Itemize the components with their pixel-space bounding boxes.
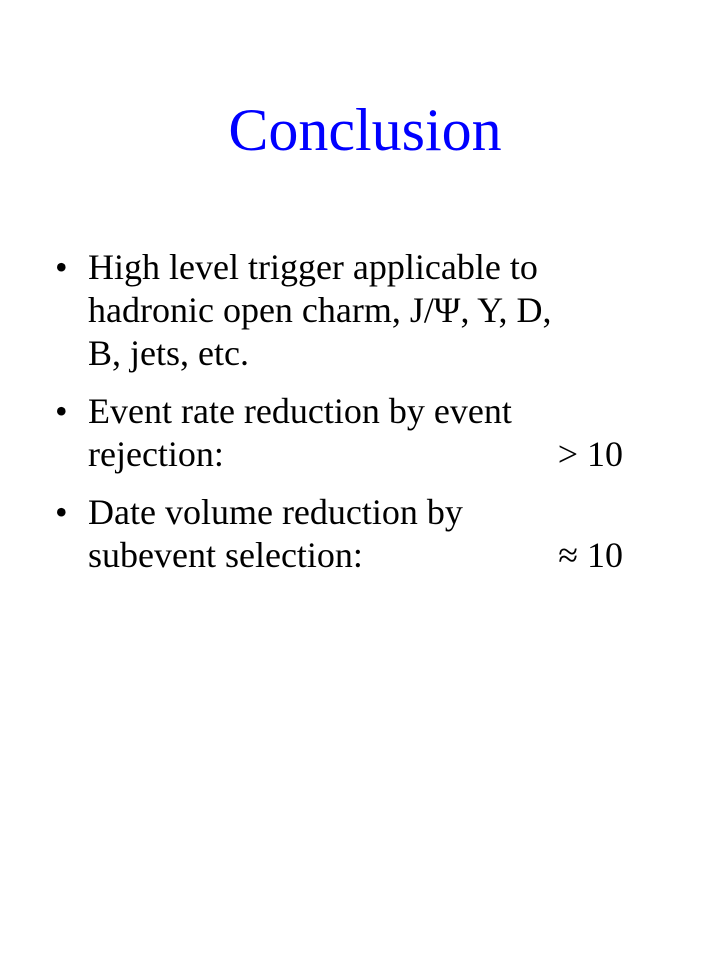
bullet-text-line (88, 433, 655, 476)
bullet-text-line: B, jets, etc. (88, 333, 249, 373)
bullet-item (55, 491, 655, 577)
bullet-marker: • (55, 492, 68, 532)
bullet-value: > 10 (557, 434, 623, 474)
bullet-marker: • (55, 391, 68, 431)
bullet-item (55, 246, 655, 375)
bullet-text-line (88, 534, 655, 577)
bullet-item (55, 390, 655, 476)
bullet-marker: • (55, 247, 68, 287)
bullet-text-line: Event rate reduction by event (88, 391, 512, 431)
bullet-text-line: Date volume reduction by (88, 492, 463, 532)
bullet-label: rejection: (88, 434, 224, 474)
bullet-list (55, 246, 655, 592)
bullet-text-line: High level trigger applicable to (88, 247, 538, 287)
bullet-label: subevent selection: (88, 535, 363, 575)
slide-title: Conclusion (228, 97, 502, 163)
bullet-text-line: hadronic open charm, J/Ψ, Υ, D, (88, 290, 552, 330)
bullet-value: ≈ 10 (558, 535, 623, 575)
